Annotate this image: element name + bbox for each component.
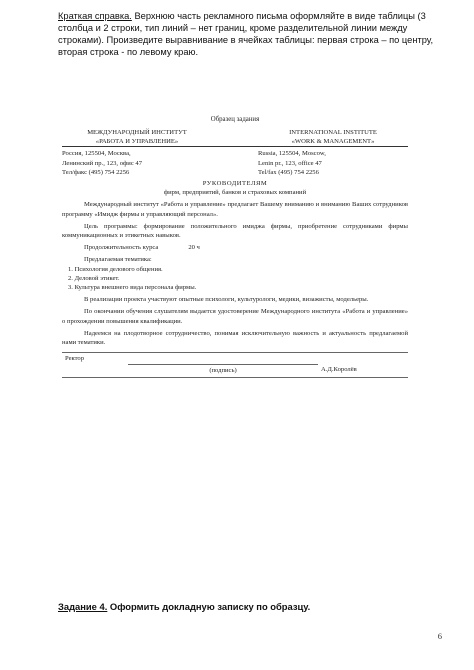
addr-en <box>258 149 408 177</box>
letter-paragraph: Надеемся на плодотворное сотрудничество, понимая исключительную важность и актуальность предлагаемой нами тематики. <box>62 329 408 347</box>
letter-title: РУКОВОДИТЕЛЯМ <box>202 180 268 188</box>
signature-table <box>62 352 408 377</box>
org-en-line: INTERNATIONAL INSTITUTE <box>289 129 377 136</box>
addr-ru-line: Ленинский пр., 123, офис 47 <box>62 159 143 167</box>
letter-goal: Цель программы: формирование положительного имиджа фирмы, приобретение сотрудниками фирмы коммуникационных и этикетных навыков. <box>62 222 408 240</box>
addr-ru-line: Россия, 125504, Москва, <box>62 150 131 158</box>
page-number: 6 <box>437 631 442 641</box>
letter-subtitle: фирм, предприятий, банков и страховых компаний <box>163 189 307 197</box>
task-text: Оформить докладную записку по образцу. <box>107 601 311 612</box>
org-ru-line: «РАБОТА И УПРАВЛЕНИЕ» <box>95 138 179 146</box>
sign-blank <box>62 364 128 376</box>
course-duration <box>62 243 408 252</box>
task-label: Задание 4. <box>58 601 108 612</box>
intro-lead: Краткая справка. <box>58 11 132 21</box>
topics-label: Предлагаемая тематика: <box>84 256 152 264</box>
sign-role: Ректор <box>65 355 85 363</box>
header-spacer <box>212 128 258 146</box>
sample-caption: Образец задания <box>210 116 260 123</box>
topic-item: 1. Психология делового общения. <box>68 265 163 273</box>
org-en <box>258 128 408 146</box>
sign-name: А.Д.Королёв <box>321 366 357 374</box>
sign-blank <box>318 353 408 364</box>
addr-en-line: Russia, 125504, Moscow, <box>258 150 326 158</box>
addr-en-line: Tel/fax (495) 754 2256 <box>258 168 319 176</box>
header-row-2 <box>62 147 408 177</box>
topic-item: 2. Деловой этикет. <box>68 274 120 282</box>
sign-blank <box>128 353 318 364</box>
letter-paragraph: В реализации проекта участвуют опытные психологи, культурологи, медики, визажисты, модельеры. <box>84 296 369 304</box>
duration-value: 20 ч <box>188 244 200 252</box>
org-ru-line: МЕЖДУНАРОДНЫЙ ИНСТИТУТ <box>87 129 187 136</box>
header-row-1 <box>62 128 408 147</box>
header-spacer <box>212 149 258 177</box>
intro-note <box>58 10 444 58</box>
duration-label: Продолжительность курса <box>84 244 159 252</box>
sample-letter <box>62 128 408 378</box>
addr-ru-line: Тел/факс (495) 754 2256 <box>62 168 130 176</box>
task-heading <box>58 601 310 612</box>
letter-paragraph: По окончании обучения слушателям выдается удостоверение Международного института «Работа и управление» о прохождении повышения квалификации. <box>62 308 408 325</box>
org-en-line: «WORK & MANAGEMENT» <box>291 138 375 146</box>
intro-text: Верхнюю часть рекламного письма оформляйте в виде таблицы (3 столбца и 2 строки, тип линий – нет границ, кроме разделительной линии между строками). Произведите выравнивание в ячейках таблицы: первая строка – по центру, вторая строка - по левому краю. <box>58 11 434 57</box>
addr-ru <box>62 149 212 177</box>
sign-hint: (подпись) <box>128 364 318 376</box>
topic-item: 3. Культура внешнего вида персонала фирмы. <box>68 284 197 292</box>
letter-paragraph: Международный институт «Работа и управление» предлагает Вашему вниманию и вниманию Ваших сотрудников программу «Имидж фирмы и управляющий персонал». <box>62 201 408 218</box>
org-ru <box>62 128 212 146</box>
addr-en-line: Lenin pr., 123, office 47 <box>258 159 322 167</box>
